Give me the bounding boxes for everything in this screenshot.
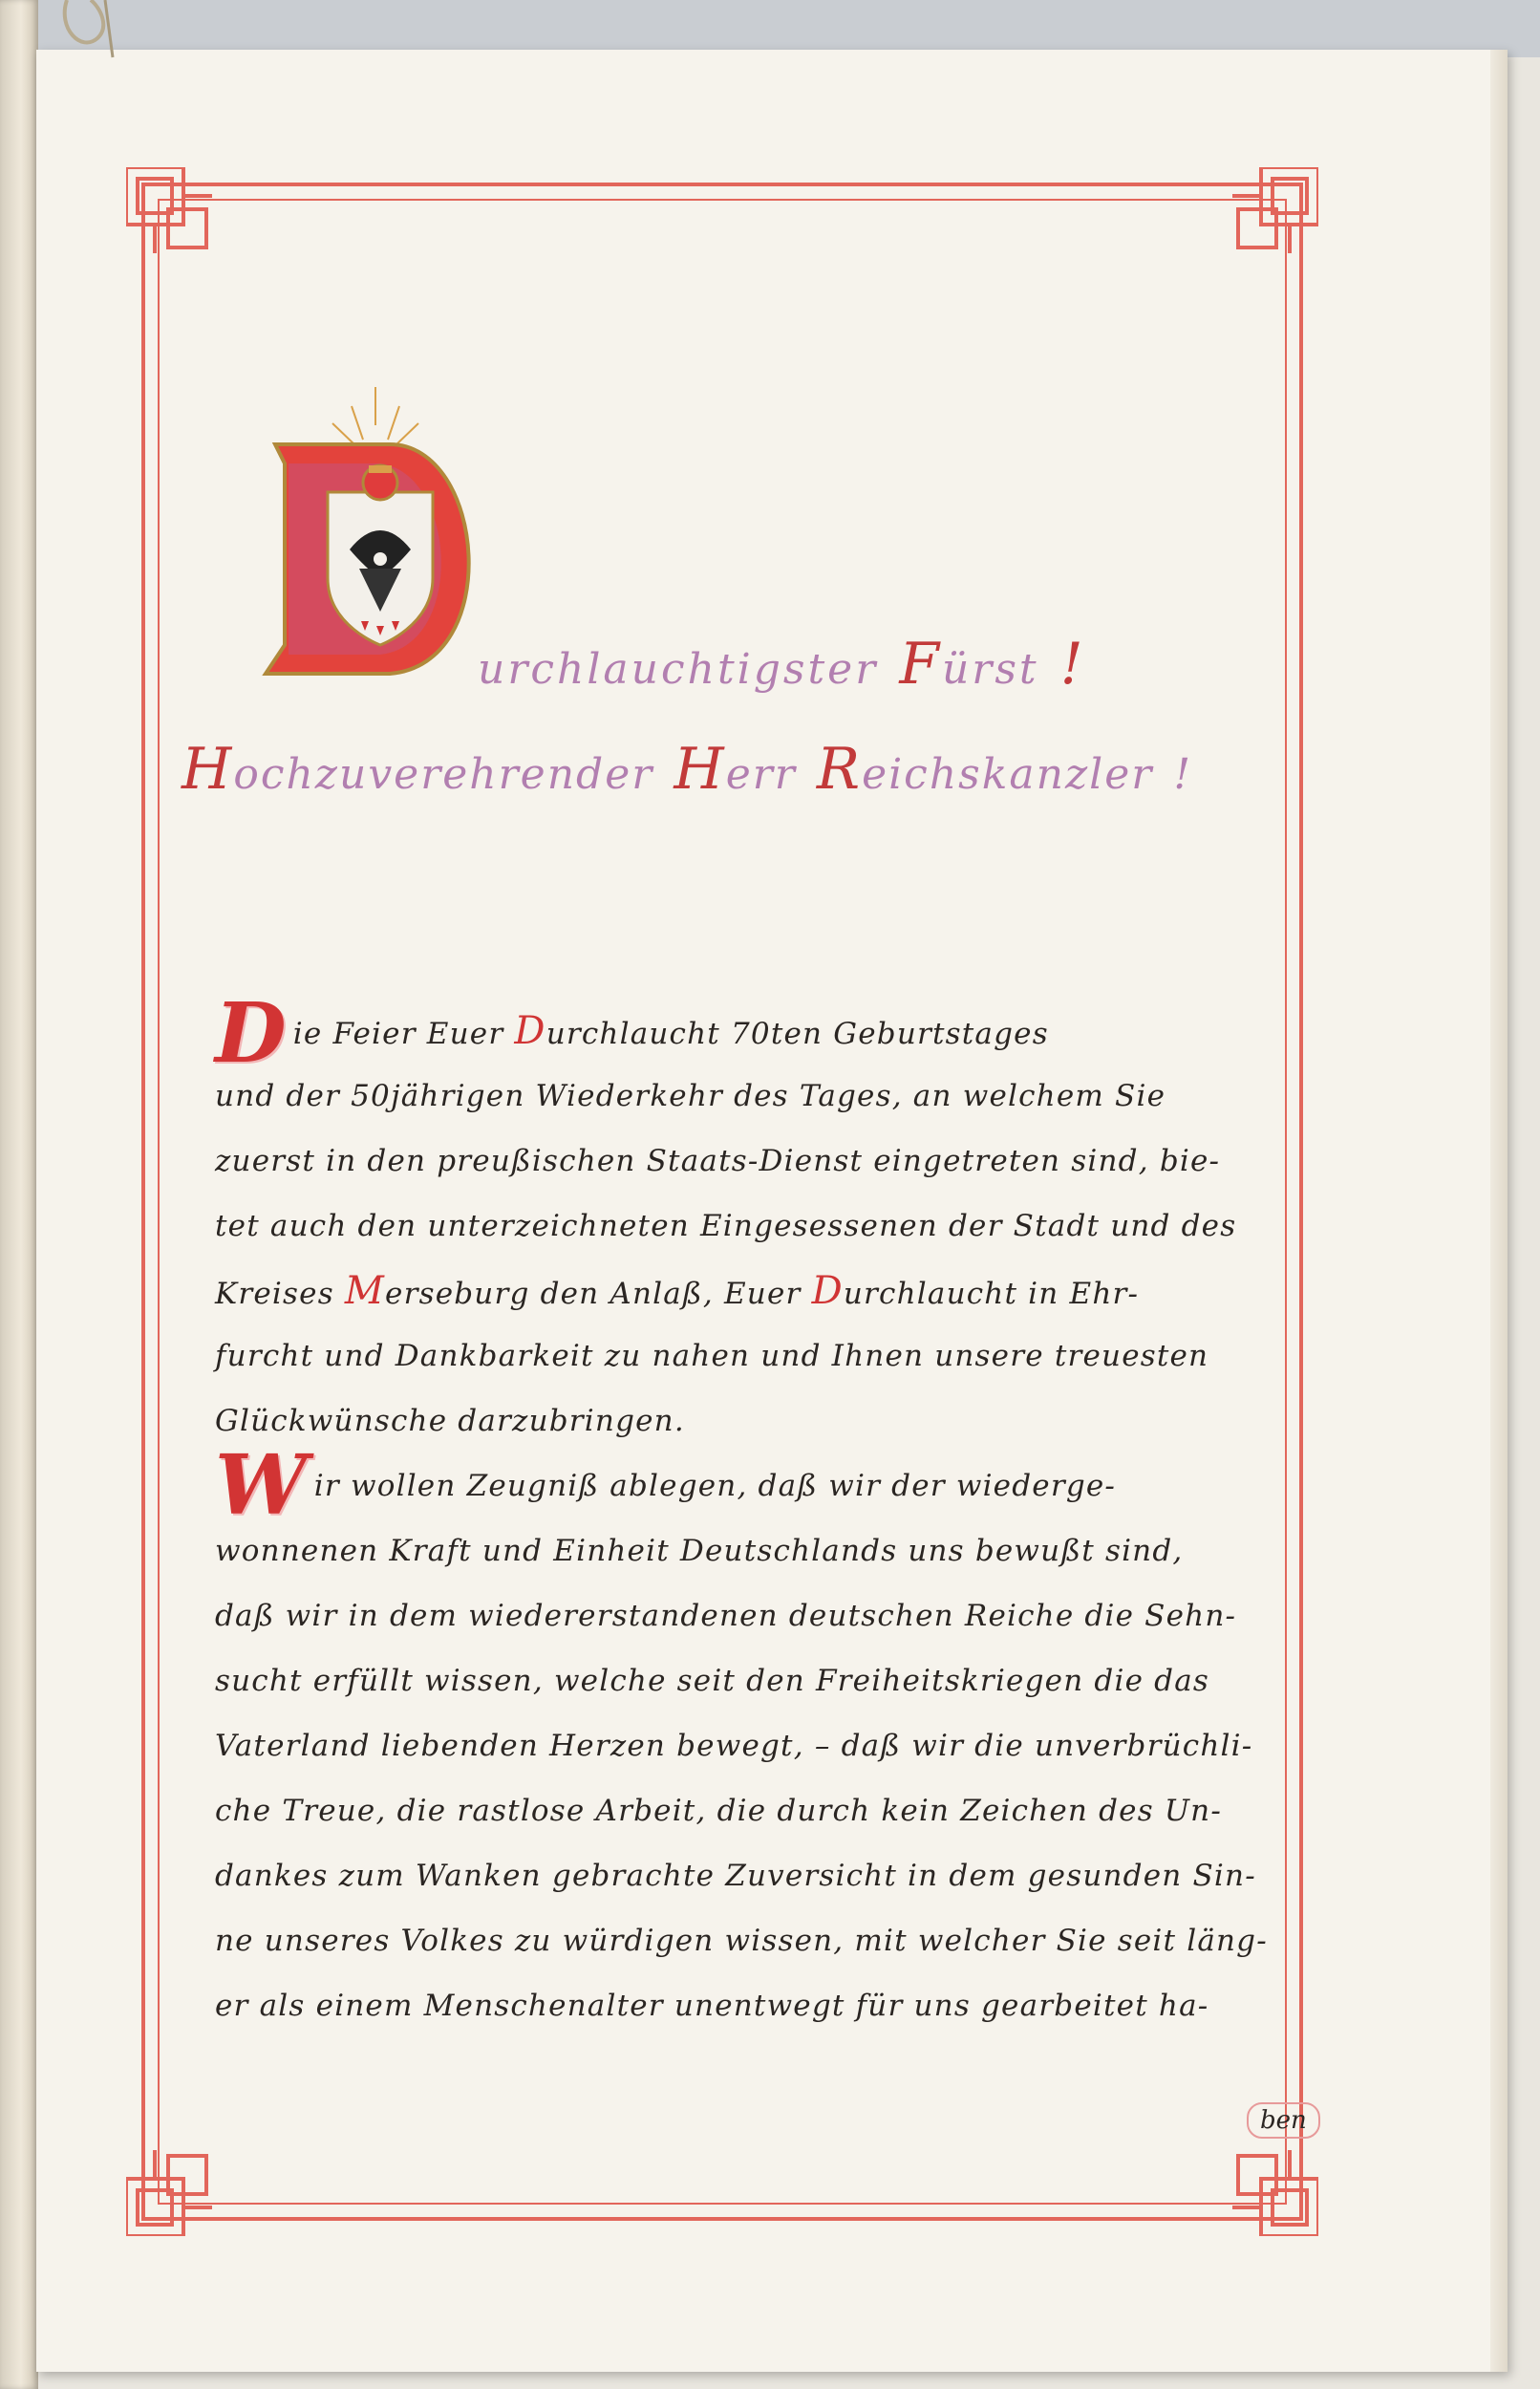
- heading-word-durchlauchtigster: urchlauchtigster: [478, 645, 879, 694]
- body-line: und der 50jährigen Wiederkehr des Tages, an welchem Sie: [215, 1079, 1166, 1113]
- book-binding: [0, 0, 38, 2389]
- heading-initial-h1: H: [182, 736, 234, 803]
- red-initial: D: [514, 1009, 546, 1053]
- letter-body: [215, 985, 1342, 2038]
- drop-initial-w: W: [215, 1437, 309, 1534]
- body-line: furcht und Dankbarkeit zu nahen und Ihnen unsere treuesten: [215, 1339, 1209, 1373]
- body-line: daß wir in dem wiedererstandenen deutschen Reiche die Sehn-: [215, 1599, 1237, 1633]
- body-line: zuerst in den preußischen Staats-Dienst eingetreten sind, bie-: [215, 1144, 1221, 1178]
- drop-initial-d: D: [215, 985, 288, 1082]
- body-line: Glückwünsche darzubringen.: [215, 1404, 685, 1438]
- body-line: sucht erfüllt wissen, welche seit den Freiheitskriegen die das: [215, 1664, 1210, 1698]
- body-line: [215, 1259, 1342, 1324]
- heading-initial-h2: H: [674, 736, 726, 803]
- heading-exclamation-2: !: [1173, 750, 1193, 799]
- heading-initial-f: F: [899, 631, 942, 698]
- body-line-text: erseburg den Anlaß, Euer: [385, 1277, 812, 1311]
- heading-word-herr: err: [725, 750, 797, 799]
- body-line: ne unseres Volkes zu würdigen wissen, mit welcher Sie seit läng-: [215, 1924, 1268, 1958]
- binding-cord-icon: [38, 0, 153, 76]
- heading-exclamation-1: !: [1059, 631, 1086, 698]
- page-edge: [1490, 50, 1508, 2372]
- body-line: er als einem Menschenalter unentwegt für uns gearbeitet ha-: [215, 1989, 1209, 2023]
- body-line: [215, 1437, 1342, 1534]
- body-line: Vaterland liebenden Herzen bewegt, – daß wir die unverbrüchli-: [215, 1729, 1253, 1763]
- illuminated-initial-d-icon: [256, 387, 504, 702]
- body-line: [215, 985, 1342, 1082]
- body-line-text: Kreises: [215, 1277, 345, 1311]
- body-line-text: ir wollen Zeugniß ablegen, daß wir der wiederge-: [313, 1469, 1117, 1503]
- body-line: tet auch den unterzeichneten Eingesessenen der Stadt und des: [215, 1209, 1237, 1243]
- book-board: [29, 0, 1540, 57]
- red-initial: D: [811, 1269, 844, 1313]
- heading-word-hochzuverehrender: ochzuverehrender: [233, 750, 654, 799]
- body-line: dankes zum Wanken gebrachte Zuversicht in dem gesunden Sin-: [215, 1859, 1256, 1893]
- body-line: wonnenen Kraft und Einheit Deutschlands uns bewußt sind,: [215, 1534, 1184, 1568]
- body-line-text: ie Feier Euer: [292, 1017, 515, 1051]
- red-initial: M: [344, 1269, 386, 1313]
- heading-word-reichskanzler: eichskanzler: [862, 750, 1154, 799]
- body-line-text: urchlaucht in Ehr-: [843, 1277, 1140, 1311]
- heading-line-2: [182, 736, 1192, 803]
- heading-line-1: [478, 631, 1086, 698]
- body-line: che Treue, die rastlose Arbeit, die durch kein Zeichen des Un-: [215, 1794, 1223, 1828]
- heading-word-fuerst: ürst: [941, 645, 1039, 694]
- body-line-text: urchlaucht 70ten Geburtstages: [545, 1017, 1049, 1051]
- catchword: ben: [1247, 2102, 1320, 2139]
- heading-initial-r: R: [816, 736, 863, 803]
